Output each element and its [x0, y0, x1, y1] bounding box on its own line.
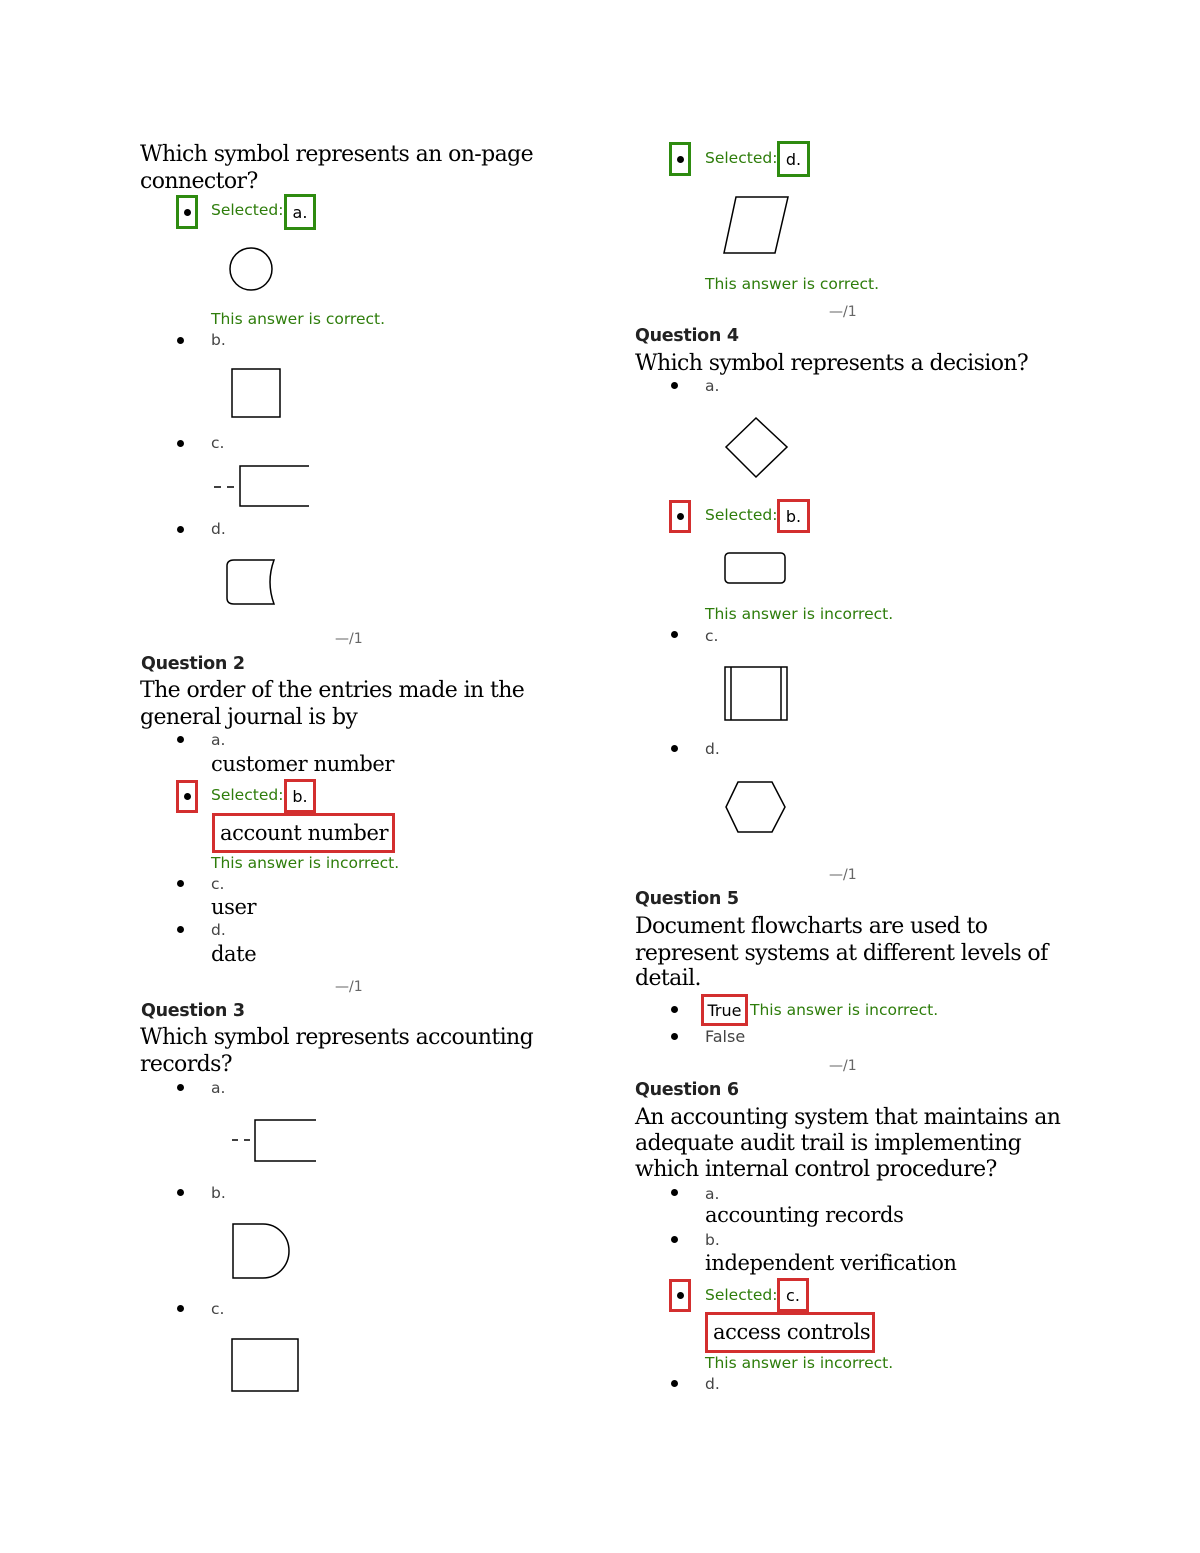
q4-selected-letter: b.	[777, 499, 810, 533]
q2-feedback: This answer is incorrect.	[211, 854, 400, 872]
parallelogram-icon[interactable]	[722, 195, 792, 257]
q2-option-a-bullet[interactable]	[177, 736, 184, 743]
annotation-icon[interactable]	[230, 1118, 320, 1164]
q2-option-d-bullet[interactable]	[177, 926, 184, 933]
bullet-icon	[677, 513, 684, 520]
annotation-icon[interactable]	[212, 465, 312, 509]
q3-label: Question 3	[141, 1001, 245, 1021]
q6-option-d-letter: d.	[705, 1375, 720, 1393]
q6-text-line2: adequate audit trail is implementing	[635, 1131, 1022, 1156]
q4-label: Question 4	[635, 326, 739, 346]
q4-option-d-letter: d.	[705, 740, 720, 758]
q4-option-c-bullet[interactable]	[671, 631, 678, 638]
q4-option-a-bullet[interactable]	[671, 382, 678, 389]
q3-score: —/1	[829, 304, 857, 320]
q1-option-b-bullet[interactable]	[177, 337, 184, 344]
q1-selected-letter: a.	[284, 194, 316, 230]
q6-selected-radio[interactable]	[669, 1279, 691, 1312]
q6-option-a-bullet[interactable]	[671, 1189, 678, 1196]
q3-option-c-bullet[interactable]	[177, 1305, 184, 1312]
q6-option-b-text: independent verification	[705, 1251, 957, 1275]
q1-option-c-bullet[interactable]	[177, 440, 184, 447]
q3-feedback: This answer is correct.	[705, 275, 880, 293]
q4-feedback: This answer is incorrect.	[705, 605, 894, 623]
q1-feedback: This answer is correct.	[211, 310, 386, 328]
q1-option-b-letter: b.	[211, 331, 226, 349]
diamond-decision-icon[interactable]	[724, 416, 790, 480]
q2-option-a-text: customer number	[211, 752, 395, 776]
q1-option-d-letter: d.	[211, 520, 226, 538]
q6-label: Question 6	[635, 1080, 739, 1100]
q2-option-a-letter: a.	[211, 731, 226, 749]
q1-option-d-bullet[interactable]	[177, 526, 184, 533]
q6-option-a-text: accounting records	[705, 1203, 904, 1227]
q2-option-c-letter: c.	[211, 875, 225, 893]
q2-label: Question 2	[141, 654, 245, 674]
q2-selected-radio[interactable]	[176, 780, 198, 813]
q4-option-d-bullet[interactable]	[671, 745, 678, 752]
q4-selected-radio[interactable]	[669, 500, 691, 533]
q4-text: Which symbol represents a decision?	[635, 351, 1029, 376]
q1-text-line1: Which symbol represents an on-page	[140, 142, 534, 167]
q5-text-line2: represent systems at different levels of	[635, 941, 1048, 966]
q1-text-line2: connector?	[140, 169, 258, 194]
circle-connector-icon[interactable]	[228, 246, 276, 294]
rectangle-icon[interactable]	[231, 1338, 301, 1394]
q3-option-b-letter: b.	[211, 1184, 226, 1202]
q6-option-a-letter: a.	[705, 1185, 720, 1203]
q3-option-a-letter: a.	[211, 1079, 226, 1097]
q3-text-line1: Which symbol represents accounting	[140, 1025, 534, 1050]
q4-selected-label: Selected:	[705, 506, 778, 524]
q5-text-line3: detail.	[635, 966, 701, 991]
hexagon-icon[interactable]	[724, 780, 788, 836]
bullet-icon	[184, 209, 191, 216]
q1-selected-label: Selected:	[211, 201, 284, 219]
q5-option-true-bullet[interactable]	[671, 1006, 678, 1013]
q2-score: —/1	[335, 979, 363, 995]
q2-option-c-bullet[interactable]	[177, 880, 184, 887]
q6-feedback: This answer is incorrect.	[705, 1354, 894, 1372]
q1-option-c-letter: c.	[211, 434, 225, 452]
q2-option-d-text: date	[211, 942, 257, 966]
q6-text-line1: An accounting system that maintains an	[635, 1105, 1061, 1130]
q3-selected-radio[interactable]	[669, 142, 691, 176]
q4-option-a-letter: a.	[705, 377, 720, 395]
bullet-icon	[184, 793, 191, 800]
q2-selected-answer: account number	[212, 813, 395, 853]
q5-option-false[interactable]: False	[705, 1027, 746, 1046]
q5-feedback: This answer is incorrect.	[750, 1001, 939, 1019]
bullet-icon	[677, 156, 684, 163]
q5-selected-true[interactable]: True	[701, 994, 748, 1026]
q2-selected-letter: b.	[284, 779, 316, 813]
q3-selected-letter: d.	[777, 141, 810, 177]
rounded-rectangle-icon[interactable]	[724, 552, 788, 586]
q4-option-c-letter: c.	[705, 627, 719, 645]
bullet-icon	[677, 1292, 684, 1299]
q5-text-line1: Document flowcharts are used to	[635, 914, 988, 939]
delay-icon[interactable]	[231, 1222, 293, 1282]
q1-score: —/1	[335, 631, 363, 647]
q2-selected-label: Selected:	[211, 786, 284, 804]
predefined-process-icon[interactable]	[724, 666, 790, 724]
q3-text-line2: records?	[140, 1052, 232, 1077]
storage-icon[interactable]	[226, 558, 278, 608]
q6-selected-answer: access controls	[705, 1312, 875, 1353]
q3-option-a-bullet[interactable]	[177, 1084, 184, 1091]
q5-label: Question 5	[635, 889, 739, 909]
q2-text-line1: The order of the entries made in the	[140, 678, 525, 703]
q6-selected-letter: c.	[777, 1278, 809, 1312]
q3-option-b-bullet[interactable]	[177, 1189, 184, 1196]
q4-score: —/1	[829, 867, 857, 883]
q5-score: —/1	[829, 1058, 857, 1074]
q5-option-false-bullet[interactable]	[671, 1033, 678, 1040]
q1-selected-radio[interactable]	[176, 195, 198, 229]
q2-text-line2: general journal is by	[140, 705, 358, 730]
q6-text-line3: which internal control procedure?	[635, 1157, 997, 1182]
q2-option-c-text: user	[211, 895, 257, 919]
q3-option-c-letter: c.	[211, 1300, 225, 1318]
q3-selected-label: Selected:	[705, 149, 778, 167]
q6-option-b-letter: b.	[705, 1231, 720, 1249]
q6-option-d-bullet[interactable]	[671, 1380, 678, 1387]
square-process-icon[interactable]	[231, 368, 283, 420]
q6-option-b-bullet[interactable]	[671, 1236, 678, 1243]
q2-option-d-letter: d.	[211, 921, 226, 939]
q6-selected-label: Selected:	[705, 1286, 778, 1304]
